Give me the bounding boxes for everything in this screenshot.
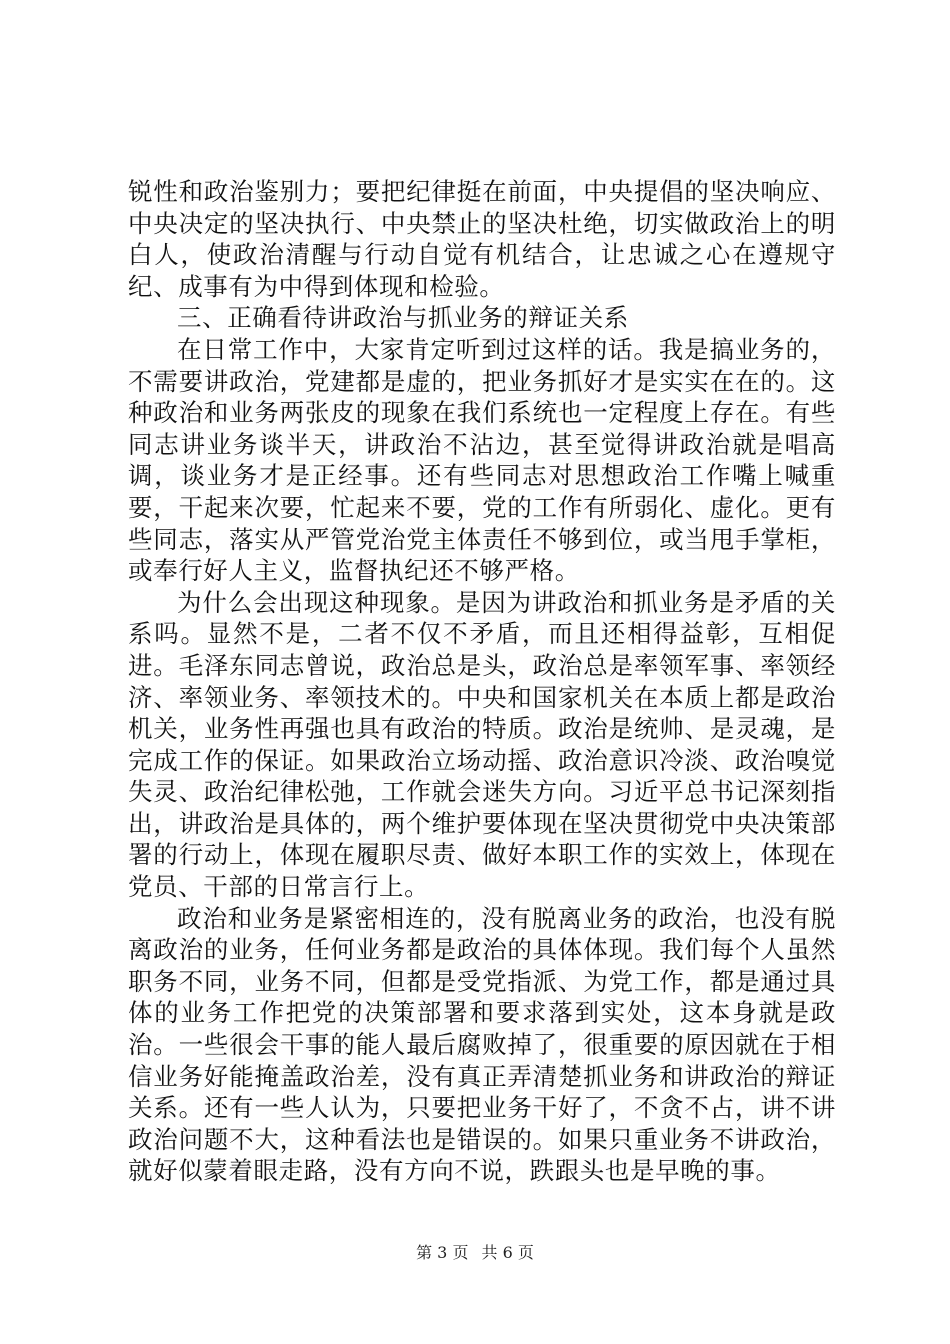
page-total: 共 6 页	[481, 1243, 534, 1262]
paragraph-1: 在日常工作中，大家肯定听到过这样的话。我是搞业务的，不需要讲政治，党建都是虚的，把业务抓好才是实实在在的。这种政治和业务两张皮的现象在我们系统也一定程度上存在。有些同志讲业务谈半天，讲政治不沾边，甚至觉得讲政治就是唱高调，谈业务才是正经事。还有些同志对思想政治工作嘴上喊重要，干起来次要，忙起来不要，党的工作有所弱化、虚化。更有些同志，落实从严管党治党主体责任不够到位，或当甩手掌柜，或奉行好人主义，监督执纪还不够严格。	[128, 334, 836, 586]
paragraph-2: 为什么会出现这种现象。是因为讲政治和抓业务是矛盾的关系吗。显然不是，二者不仅不矛盾，而且还相得益彰，互相促进。毛泽东同志曾说，政治总是头，政治总是率领军事、率领经济、率领业务、率领技术的。中央和国家机关在本质上都是政治机关，业务性再强也具有政治的特质。政治是统帅、是灵魂，是完成工作的保证。如果政治立场动摇、政治意识冷淡、政治嗅觉失灵、政治纪律松弛，工作就会迷失方向。习近平总书记深刻指出，讲政治是具体的，两个维护要体现在坚决贯彻党中央决策部署的行动上，体现在履职尽责、做好本职工作的实效上，体现在党员、干部的日常言行上。	[128, 587, 836, 902]
page-footer	[0, 1243, 950, 1263]
paragraph-continuation: 锐性和政治鉴别力；要把纪律挺在前面，中央提倡的坚决响应、中央决定的坚决执行、中央禁止的坚决杜绝，切实做政治上的明白人，使政治清醒与行动自觉有机结合，让忠诚之心在遵规守纪、成事有为中得到体现和检验。	[128, 177, 836, 301]
document-body	[128, 176, 836, 1187]
section-heading: 三、正确看待讲政治与抓业务的辩证关系	[177, 303, 629, 333]
page-number: 第 3 页	[416, 1243, 469, 1262]
paragraph-3: 政治和业务是紧密相连的，没有脱离业务的政治，也没有脱离政治的业务，任何业务都是政治的具体体现。我们每个人虽然职务不同，业务不同，但都是受党指派、为党工作，都是通过具体的业务工作把党的决策部署和要求落到实处，这本身就是政治。一些很会干事的能人最后腐败掉了，很重要的原因就在于相信业务好能掩盖政治差，没有真正弄清楚抓业务和讲政治的辩证关系。还有一些人认为，只要把业务干好了，不贪不占，讲不讲政治问题不大，这种看法也是错误的。如果只重业务不讲政治，就好似蒙着眼走路，没有方向不说，跌跟头也是早晚的事。	[128, 903, 836, 1186]
